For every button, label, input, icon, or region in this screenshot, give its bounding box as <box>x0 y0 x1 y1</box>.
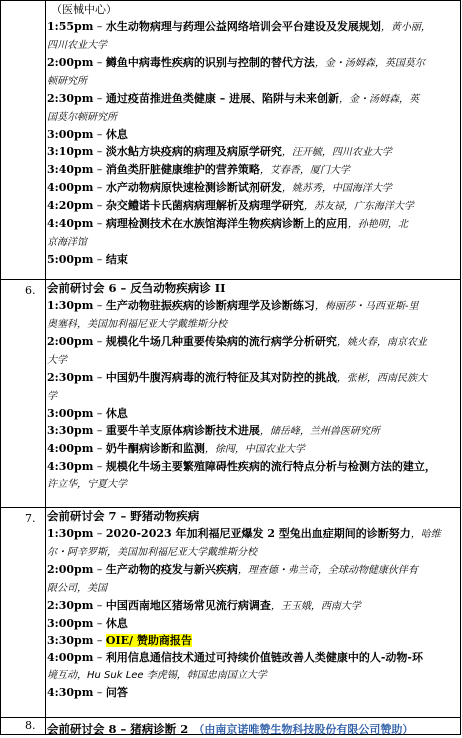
session-speaker-continued: 国莫尔顿研究所 <box>47 112 117 123</box>
session-item <box>47 440 458 458</box>
session-item <box>47 649 458 666</box>
sponsor-note: （由南京诺唯赞生物科技股份有限公司赞助） <box>193 723 414 736</box>
session-speaker: ，艾春香，厦门大学 <box>259 165 350 176</box>
session-title: 中国奶牛腹泻病毒的流行特征及其对防控的挑战 <box>105 371 337 384</box>
session-item-continued <box>47 72 458 90</box>
session-title: 规模化牛场主要繁殖障碍性疾病的流行特点分析与检测方法的建立， <box>105 460 436 473</box>
session-speaker-continued: 奥塞科，美国加利福尼亚大学戴维斯分校 <box>47 319 227 330</box>
session-speaker: ，姚火春，南京农业 <box>336 337 427 348</box>
time-separator: – <box>93 599 106 612</box>
session-item <box>47 297 458 315</box>
session-speaker: ，汪开毓，四川农业大学 <box>281 147 392 158</box>
session-item <box>47 161 458 179</box>
session-time: 5:00pm <box>47 253 94 266</box>
session-time: 3:00pm <box>47 617 94 630</box>
session-title: 水产动物病原快速检测诊断试剂研发 <box>105 181 282 194</box>
section-title: 会前研讨会 8 – 猪病诊断 2 <box>47 722 189 736</box>
session-speaker-continued: 境互动，Hu Suk Lee 李虎锡，韩国忠南国立大学 <box>47 670 267 681</box>
row-number-cell <box>1 508 46 717</box>
session-item <box>47 54 458 72</box>
session-title: 奶牛酮病诊断和监测 <box>105 442 205 455</box>
section-title: 会前研讨会 6 – 反刍动物疾病诊 II <box>47 281 226 295</box>
session-title: 休息 <box>105 407 128 420</box>
session-item <box>47 215 458 233</box>
session-time: 4:00pm <box>47 442 94 455</box>
session-title: 休息 <box>105 617 128 630</box>
section-6-items <box>47 297 458 493</box>
session-speaker: ，金・汤姆森，英国莫尔 <box>314 58 425 69</box>
session-speaker: ，王玉娥，西南大学 <box>270 601 361 612</box>
session-title: 生产动物驻振疾病的诊断病理学及诊断练习 <box>105 299 315 312</box>
time-separator: – <box>93 163 106 176</box>
section-7-row <box>0 507 461 717</box>
session-item <box>47 632 458 649</box>
session-item <box>47 369 458 387</box>
session-speaker: ，黄小丽， <box>380 22 431 33</box>
session-title: OIE/ 赞助商报告 <box>105 634 192 647</box>
time-separator: – <box>93 563 106 576</box>
session-time: 3:40pm <box>47 163 94 176</box>
time-separator: – <box>93 253 106 266</box>
session-item <box>47 597 458 615</box>
time-separator: – <box>93 335 106 348</box>
session-title: 2020-2023 年加利福尼亚爆发 2 型兔出血症期间的诊断努力 <box>105 527 411 540</box>
time-separator: – <box>93 686 106 699</box>
section-title: 会前研讨会 7 – 野猪动物疾病 <box>47 509 200 523</box>
session-time: 1:55pm <box>47 20 94 33</box>
session-time: 2:30pm <box>47 599 94 612</box>
session-time: 1:30pm <box>47 299 94 312</box>
session-item-continued <box>47 233 458 251</box>
session-title: 淡水鲇方块疫病的病理及病原学研究 <box>105 145 282 158</box>
session-time: 2:00pm <box>47 56 94 69</box>
session-speaker-continued: 限公司，美国 <box>47 583 107 594</box>
session-time: 4:40pm <box>47 217 94 230</box>
session-item <box>47 143 458 161</box>
session-item-continued <box>47 543 458 561</box>
session-speaker: ，梅丽莎・马西亚斯-里 <box>314 301 419 312</box>
session-title: 通过疫苗推进鱼类健康 – 进展、陷阱与未来创新 <box>105 92 340 105</box>
time-separator: – <box>93 460 106 473</box>
session-time: 4:00pm <box>47 181 94 194</box>
session-time: 3:00pm <box>47 128 94 141</box>
session-item <box>47 684 458 701</box>
session-speaker-continued: 大学 <box>47 355 67 366</box>
session-item-continued <box>47 579 458 597</box>
session-speaker: ，金・汤姆森，英 <box>339 94 420 105</box>
session-speaker: ，张彬，西南民族大 <box>336 373 427 384</box>
session-time: 3:00pm <box>47 407 94 420</box>
section-number: 7. <box>25 512 36 525</box>
time-separator: – <box>93 371 106 384</box>
session-time: 3:30pm <box>47 634 94 647</box>
session-time: 3:30pm <box>47 424 94 437</box>
time-separator: – <box>93 407 106 420</box>
session-title: 中国西南地区猪场常见流行病调查 <box>105 599 271 612</box>
session-item <box>47 251 458 268</box>
session-time: 4:30pm <box>47 460 94 473</box>
session-item-continued <box>47 475 458 493</box>
session-item <box>47 615 458 632</box>
time-separator: – <box>93 217 106 230</box>
section-8-row <box>0 717 461 735</box>
block1-items <box>47 18 458 268</box>
session-item-continued <box>47 351 458 369</box>
session-title: 规模化牛场几种重要传染病的流行病学分析研究 <box>105 335 337 348</box>
time-separator: – <box>93 181 106 194</box>
section-number: 8. <box>25 719 36 732</box>
session-time: 4:30pm <box>47 686 94 699</box>
session-item <box>47 458 458 475</box>
session-title: 水生动物病理与药理公益网络培训会平台建设及发展规划 <box>105 20 381 33</box>
session-time: 2:00pm <box>47 563 94 576</box>
time-separator: – <box>93 651 106 664</box>
session-speaker-continued: 顿研究所 <box>47 76 87 87</box>
session-speaker-continued: 京海洋馆 <box>47 237 87 248</box>
session-speaker-continued: 许立华，宁夏大学 <box>47 479 127 490</box>
session-title: 重要牛羊支原体病诊断技术进展 <box>105 424 260 437</box>
session-item-continued <box>47 387 458 405</box>
session-speaker-continued: 学 <box>47 391 57 402</box>
time-separator: – <box>93 20 106 33</box>
session-title: 问答 <box>105 686 128 699</box>
session-item <box>47 333 458 351</box>
session-title: 杂交鳢诺卡氏菌病病理解析及病理学研究 <box>105 199 304 212</box>
session-list <box>47 718 458 734</box>
session-title: 病理检测技术在水族馆海洋生物疾病诊断上的应用 <box>105 217 348 230</box>
session-speaker: ，姚苏秀，中国海洋大学 <box>281 183 392 194</box>
session-speaker: ，储岳峰，兰州兽医研究所 <box>259 426 380 437</box>
session-item <box>47 18 458 36</box>
row-number-cell <box>1 1 46 279</box>
session-list <box>47 1 458 279</box>
session-item <box>47 525 458 543</box>
session-list <box>47 508 458 717</box>
time-separator: – <box>93 527 106 540</box>
session-item-continued <box>47 36 458 54</box>
session-speaker-continued: 尔・阿辛罗斯，美国加利福尼亚大学戴维斯分校 <box>47 547 257 558</box>
session-speaker: ，苏友禄，广东海洋大学 <box>303 201 414 212</box>
session-item-continued <box>47 666 458 684</box>
session-item <box>47 90 458 108</box>
time-separator: – <box>93 128 106 141</box>
session-list <box>47 280 458 507</box>
session-item <box>47 126 458 143</box>
session-time: 3:10pm <box>47 145 94 158</box>
section-number: 6. <box>25 284 36 297</box>
section-6-row <box>0 279 461 507</box>
time-separator: – <box>93 442 106 455</box>
session-speaker: ，理查德・弗兰奇，全球动物健康伙伴有 <box>237 565 418 576</box>
time-separator: – <box>93 145 106 158</box>
session-time: 4:00pm <box>47 651 94 664</box>
session-speaker: ，孙艳明，北 <box>347 219 408 230</box>
session-title: 消鱼类肝脏健康维护的营养策略 <box>105 163 260 176</box>
session-item <box>47 422 458 440</box>
time-separator: – <box>93 424 106 437</box>
session-item <box>47 197 458 215</box>
session-title: 结束 <box>105 253 128 266</box>
session-title: 鳟鱼中病毒性疾病的识别与控制的替代方法 <box>105 56 315 69</box>
session-time: 2:30pm <box>47 92 94 105</box>
section-7-items <box>47 525 458 701</box>
venue-note: （医械中心） <box>51 3 117 16</box>
session-item <box>47 179 458 197</box>
session-title: 休息 <box>105 128 128 141</box>
session-time: 2:00pm <box>47 335 94 348</box>
session-item-continued <box>47 108 458 126</box>
row-number-cell <box>1 280 46 507</box>
session-item-continued <box>47 315 458 333</box>
time-separator: – <box>93 199 106 212</box>
time-separator: – <box>93 56 106 69</box>
session-speaker-continued: 四川农业大学 <box>47 40 107 51</box>
session-speaker: ，徐闯，中国农业大学 <box>204 444 305 455</box>
session-item <box>47 561 458 579</box>
section-5-row <box>0 0 461 279</box>
session-time: 4:20pm <box>47 199 94 212</box>
time-separator: – <box>93 92 106 105</box>
row-number-cell <box>1 718 46 734</box>
session-title: 生产动物的疫发与新兴疾病 <box>105 563 238 576</box>
session-item <box>47 405 458 422</box>
time-separator: – <box>93 617 106 630</box>
session-time: 1:30pm <box>47 527 94 540</box>
session-title: 利用信息通信技术通过可持续价值链改善人类健康中的人-动物-环 <box>105 651 423 664</box>
time-separator: – <box>93 634 106 647</box>
time-separator: – <box>93 299 106 312</box>
session-time: 2:30pm <box>47 371 94 384</box>
session-speaker: ，哈维 <box>410 529 441 540</box>
